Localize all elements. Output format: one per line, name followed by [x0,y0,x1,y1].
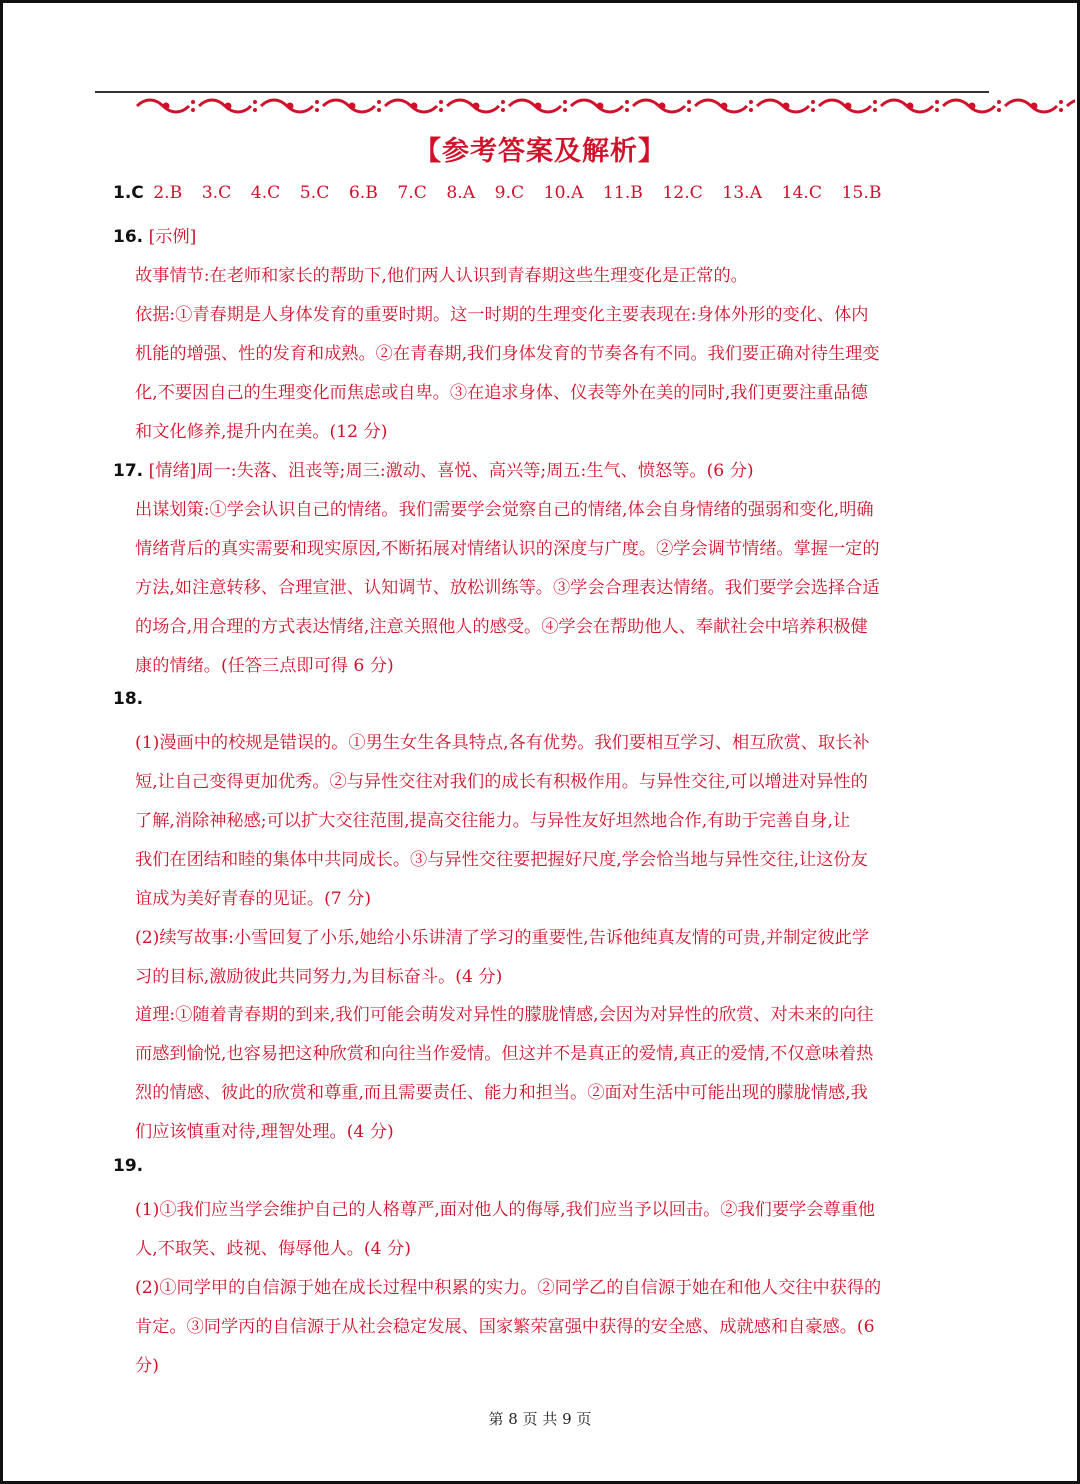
mc-answer-8: 8.A [446,183,476,203]
mc-answer-13: 13.A [722,183,763,203]
q16-number: 16. [113,227,144,247]
q19-line: (1)①我们应当学会维护自己的人格尊严,面对他人的侮辱,我们应当予以回击。②我们要学会尊重他 [135,1200,875,1220]
q18-line: 烈的情感、彼此的欣赏和尊重,而且需要责任、能力和担当。②面对生活中可能出现的朦胧情感,我 [135,1083,868,1103]
mc-answer-14: 14.C [781,183,823,203]
q16-heading [113,222,196,247]
q17-heading [113,456,754,481]
q18-line: 们应该慎重对待,理智处理。(4 分) [135,1122,394,1142]
mc-answer-1: 1.C [113,183,144,203]
q17-head: [情绪]周一:失落、沮丧等;周三:激动、喜悦、高兴等;周五:生气、愤怒等。(6 分) [148,461,754,481]
q18-line: 道理:①随着青春期的到来,我们可能会萌发对异性的朦胧情感,会因为对异性的欣赏、对未来的向往 [135,1005,874,1025]
q16-line: 化,不要因自己的生理变化而焦虑或自卑。③在追求身体、仪表等外在美的同时,我们更要注重品德 [135,383,868,403]
q17-number: 17. [113,461,144,481]
page-title: 【参考答案及解析】 [414,136,666,167]
q18-number: 18. [113,689,144,709]
q16-line: 依据:①青春期是人身体发育的重要时期。这一时期的生理变化主要表现在:身体外形的变化、体内 [135,305,869,325]
header-rule [95,91,989,93]
q19-number: 19. [113,1156,144,1176]
mc-answer-3: 3.C [201,183,232,203]
q17-line: 情绪背后的真实需要和现实原因,不断拓展对情绪认识的深度与广度。②学会调节情绪。掌握一定的 [135,539,880,559]
q16-line: 故事情节:在老师和家长的帮助下,他们两人认识到青春期这些生理变化是正常的。 [135,266,748,286]
mc-answer-7: 7.C [397,183,427,203]
q16-line: 机能的增强、性的发育和成熟。②在青春期,我们身体发育的节奏各有不同。我们要正确对待生理变 [135,344,880,364]
q18-line: 而感到愉悦,也容易把这种欣赏和向往当作爱情。但这并不是真正的爱情,真正的爱情,不仅意味着热 [135,1044,874,1064]
q16-head: [示例] [148,227,197,247]
mc-answer-12: 12.C [662,183,703,203]
q18-heading [113,689,143,709]
mc-answer-5: 5.C [299,183,330,203]
q18-line: (1)漫画中的校规是错误的。①男生女生各具特点,各有优势。我们要相互学习、相互欣赏、取长补 [135,733,870,753]
q18-line: 习的目标,激励彼此共同努力,为目标奋斗。(4 分) [135,967,503,987]
mc-answer-10: 10.A [543,183,584,203]
mc-answer-6: 6.B [348,183,378,203]
q17-line: 出谋划策:①学会认识自己的情绪。我们需要学会觉察自己的情绪,体会自身情绪的强弱和变化,明确 [135,500,874,520]
q19-heading [113,1156,143,1176]
mc-answer-11: 11.B [602,183,643,203]
q17-line: 康的情绪。(任答三点即可得 6 分) [135,656,394,676]
page-footer: 第 8 页 共 9 页 [488,1410,592,1428]
mc-answer-2: 2.B [153,183,183,203]
q18-line: 我们在团结和睦的集体中共同成长。③与异性交往要把握好尺度,学会恰当地与异性交往,让这份友 [135,850,868,870]
q18-line: 短,让自己变得更加优秀。②与异性交往对我们的成长有积极作用。与异性交往,可以增进对异性的 [135,772,868,792]
q19-line: 肯定。③同学丙的自信源于从社会稳定发展、国家繁荣富强中获得的安全感、成就感和自豪感。(6 [135,1317,875,1337]
q19-line: (2)①同学甲的自信源于她在成长过程中积累的实力。②同学乙的自信源于她在和他人交往中获得的 [135,1278,882,1298]
q17-line: 方法,如注意转移、合理宣泄、认知调节、放松训练等。③学会合理表达情绪。我们要学会选择合适 [135,578,880,598]
q19-line: 分) [135,1356,159,1376]
q18-line: (2)续写故事:小雪回复了小乐,她给小乐讲清了学习的重要性,告诉他纯真友情的可贵,并制定彼此学 [135,928,870,948]
mc-answers-row [113,183,895,203]
decorative-border-ornament [135,97,1075,115]
q16-line: 和文化修养,提升内在美。(12 分) [135,422,388,442]
mc-answer-15: 15.B [841,183,882,203]
q19-line: 人,不取笑、歧视、侮辱他人。(4 分) [135,1239,411,1259]
q18-line: 了解,消除神秘感;可以扩大交往范围,提高交往能力。与异性友好坦然地合作,有助于完善自身,让 [135,811,851,831]
mc-answer-4: 4.C [250,183,281,203]
q17-line: 的场合,用合理的方式表达情绪,注意关照他人的感受。④学会在帮助他人、奉献社会中培养积极健 [135,617,868,637]
mc-answer-9: 9.C [494,183,525,203]
q18-line: 谊成为美好青春的见证。(7 分) [135,889,372,909]
